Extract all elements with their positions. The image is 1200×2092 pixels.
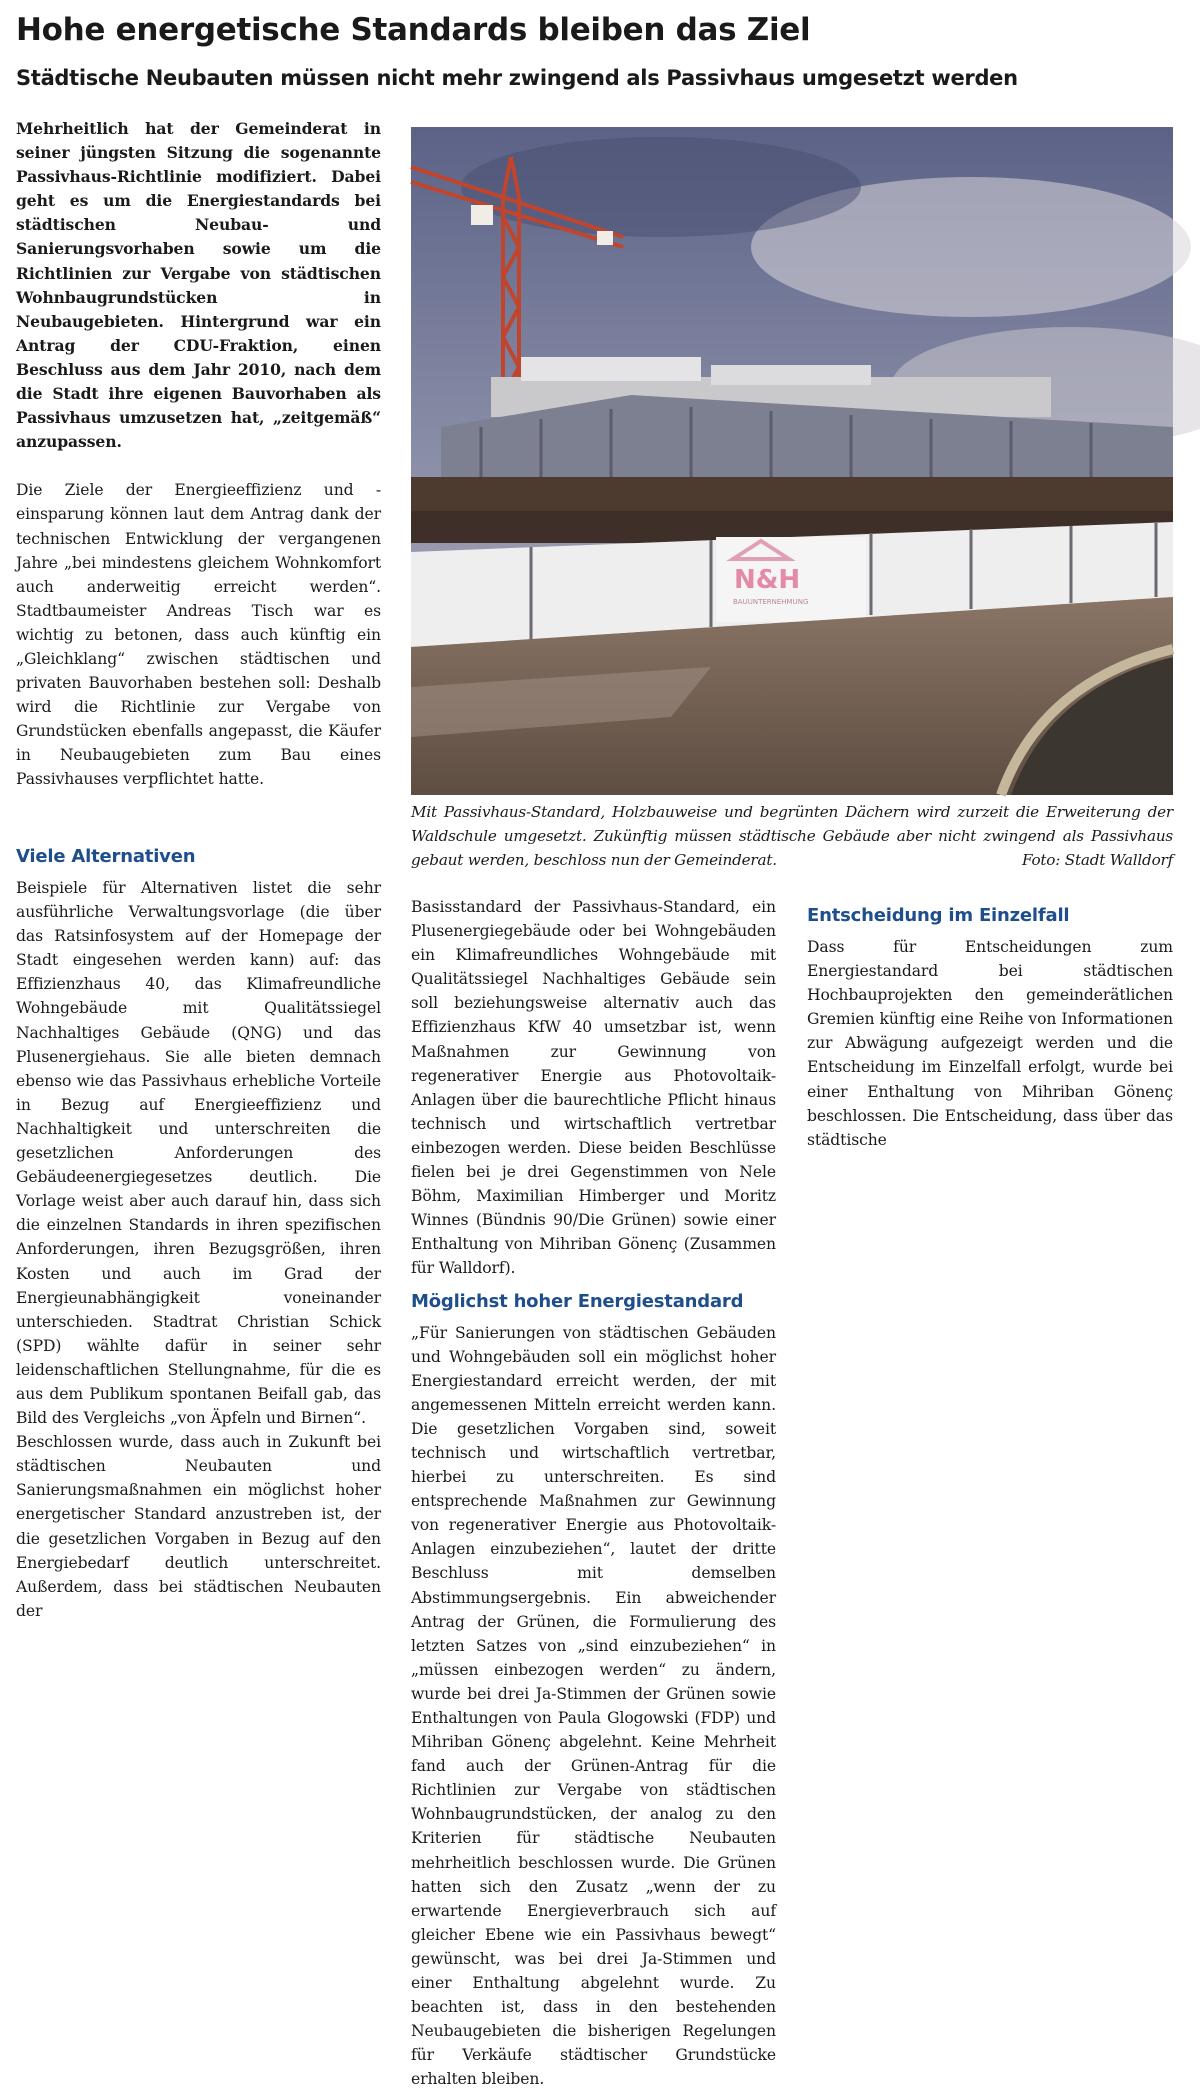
body-paragraph: Dass für Entscheidungen zum Energiestandard bei städtischen Hochbauprojekten den gemeinderätlichen Gremien künftig eine Reihe von Informationen zur Abwägung aufgezeigt werden und die Entscheidung im Einzelfall erfolgt, wurde bei einer Enthaltung von Mihriban Gönenç beschlossen. Die Entscheidung, dass über das städtische [807,938,1173,1149]
section-heading: Möglichst hoher Energiestandard [411,1290,744,1312]
body-paragraph: „Für Sanierungen von städtischen Gebäuden und Wohngebäuden soll ein möglichst hoher Energiestandard erreicht werden, der mit angemessenen Mitteln erreicht werden kann. Die gesetzlichen Vorgaben sind, soweit technisch und wirtschaftlich vertretbar, hierbei zu unterschreiten. Es sind entsprechende Maßnahmen zur Gewinnung von regenerativer Energie aus Photovoltaik-Anlagen einzubeziehen“, lautet der dritte Beschluss mit demselben Abstimmungsergebnis. Ein abweichender Antrag der Grünen, die Formulierung des letzten Satzes von „sind einzubeziehen“ in „müssen einbezogen werden“ zu ändern, wurde bei drei Ja-Stimmen der Grünen sowie Enthaltungen von Paula Glogowski (FDP) und Mihriban Gönenç abgelehnt. Keine Mehrheit fand auch der Grünen-Antrag für die Richtlinien zur Vergabe von städtischen Wohnbaugrundstücken, der analog zu den Kriterien für städtische Neubauten mehrheitlich beschlossen wurde. Die Grünen hatten sich den Zusatz „wenn der zu erwartende Energieverbrauch sich auf gleicher Ebene wie ein Passivhaus bewegt“ gewünscht, was bei drei Ja-Stimmen und einer Enthaltung abgelehnt wurde. Zu beachten ist, dass in den bestehenden Neubaugebieten die bisherigen Regelungen für Verkäufe städtischer Grundstücke erhalten bleiben. [411,1323,776,2089]
section-heading: Viele Alternativen [16,846,196,867]
article-headline: Hohe energetische Standards bleiben das Ziel [16,12,811,48]
column-left-top [16,117,381,837]
body-paragraph: Basisstandard der Passivhaus-Standard, ein Plusenergiegebäude oder bei Wohngebäuden ein Klimafreundliches Wohngebäude mit Qualitätssiegel Nachhaltiges Gebäude sein soll beziehungsweise alternativ auch das Effizienzhaus KfW 40 umsetzbar ist, wenn Maßnahmen zur Gewinnung von regenerativer Energie aus Photovoltaik-Anlagen über die baurechtliche Pflicht hinaus technisch und wirtschaftlich vertretbar einbezogen werden. Diese beiden Beschlüsse fielen bei je drei Gegenstimmen von Nele Böhm, Maximilian Himberger und Moritz Winnes (Bündnis 90/Die Grünen) sowie einer Enthaltung von Mihriban Gönenç (Zusammen für Walldorf). [411,898,776,1278]
section-heading: Entscheidung im Einzelfall [807,905,1070,926]
photo-credit: Foto: Stadt Walldorf [1021,851,1173,869]
banner-subtext: BAUUNTERNEHMUNG [733,598,809,606]
body-paragraph: Beispiele für Alternativen listet die sehr ausführliche Verwaltungsvorlage (die über das Ratsinfosystem auf der Homepage der Stadt eingesehen werden kann) auf: das Effizienzhaus 40, das Klimafreundliche Wohngebäude mit Qualitätssiegel Nachhaltiges Gebäude (QNG) und das Plusenergiehaus. Sie alle bieten demnach ebenso wie das Passivhaus erhebliche Vorteile in Bezug auf Energieeffizienz und Nachhaltigkeit und unterschreiten die gesetzlichen Anforderungen des Gebäudeenergiegesetzes deutlich. Die Vorlage weist aber auch darauf hin, dass sich die einzelnen Standards in ihren spezifischen Anforderungen, ihren Bezugsgrößen, ihren Kosten und auch im Grad der Energieunabhängigkeit voneinander unterschieden. Stadtrat Christian Schick (SPD) wählte dafür in seiner sehr leidenschaftlichen Stellungnahme, für die es aus dem Publikum spontanen Beifall gab, das Bild des Vergleichs „von Äpfeln und Birnen“. [16,879,381,1428]
column-left-bottom [16,836,381,1716]
body-paragraph: Die Ziele der Energieeffizienz und -einsparung können laut dem Antrag dank der technischen Entwicklung der vergangenen Jahre „bei mindestens gleichem Wohnkomfort auch anderweitig erreicht werden“. Stadtbaumeister Andreas Tisch war es wichtig zu betonen, dass auch künftig ein „Gleichklang“ zwischen städtischen und privaten Bauvorhaben bestehen soll: Deshalb wird die Richtlinie zur Vergabe von Grundstücken ebenfalls angepasst, die Käufer in Neubaugebieten zum Bau eines Passivhauses verpflichtet hatte. [16,481,381,789]
column-right [807,895,1173,1715]
lead-paragraph: Mehrheitlich hat der Gemeinderat in seiner jüngsten Sitzung die sogenannte Passivhaus-Richtlinie modifiziert. Dabei geht es um die Energiestandards bei städtischen Neubau- und Sanierungsvorhaben sowie um die Richtlinien zur Vergabe von städtischen Wohnbaugrundstücken in Neubaugebieten. Hintergrund war ein Antrag der CDU-Fraktion, einen Beschluss aus dem Jahr 2010, nach dem die Stadt ihre eigenen Bauvorhaben als Passivhaus umzusetzen hat, „zeitgemäß“ anzupassen. [16,119,381,452]
article-subheadline: Städtische Neubauten müssen nicht mehr zwingend als Passivhaus umgesetzt werden [16,66,1018,90]
column-middle [411,895,776,2089]
construction-photo [411,127,1173,795]
caption-text: Mit Passivhaus-Standard, Holzbauweise und begrünten Dächern wird zurzeit die Erweiterung der Waldschule umgesetzt. Zukünftig müssen städtische Gebäude aber nicht zwingend als Passivhaus gebaut werden, beschloss nun der Gemeinderat. [411,803,1173,869]
body-paragraph: Beschlossen wurde, dass auch in Zukunft bei städtischen Neubauten und Sanierungsmaßnahmen ein möglichst hoher energetischer Standard anzustreben ist, der die gesetzlichen Vorgaben in Bezug auf den Energiebedarf deutlich unterschreitet. Außerdem, dass bei städtischen Neubauten der [16,1433,381,1620]
banner-logo: N&H [734,565,801,595]
photo-caption [411,800,1173,872]
